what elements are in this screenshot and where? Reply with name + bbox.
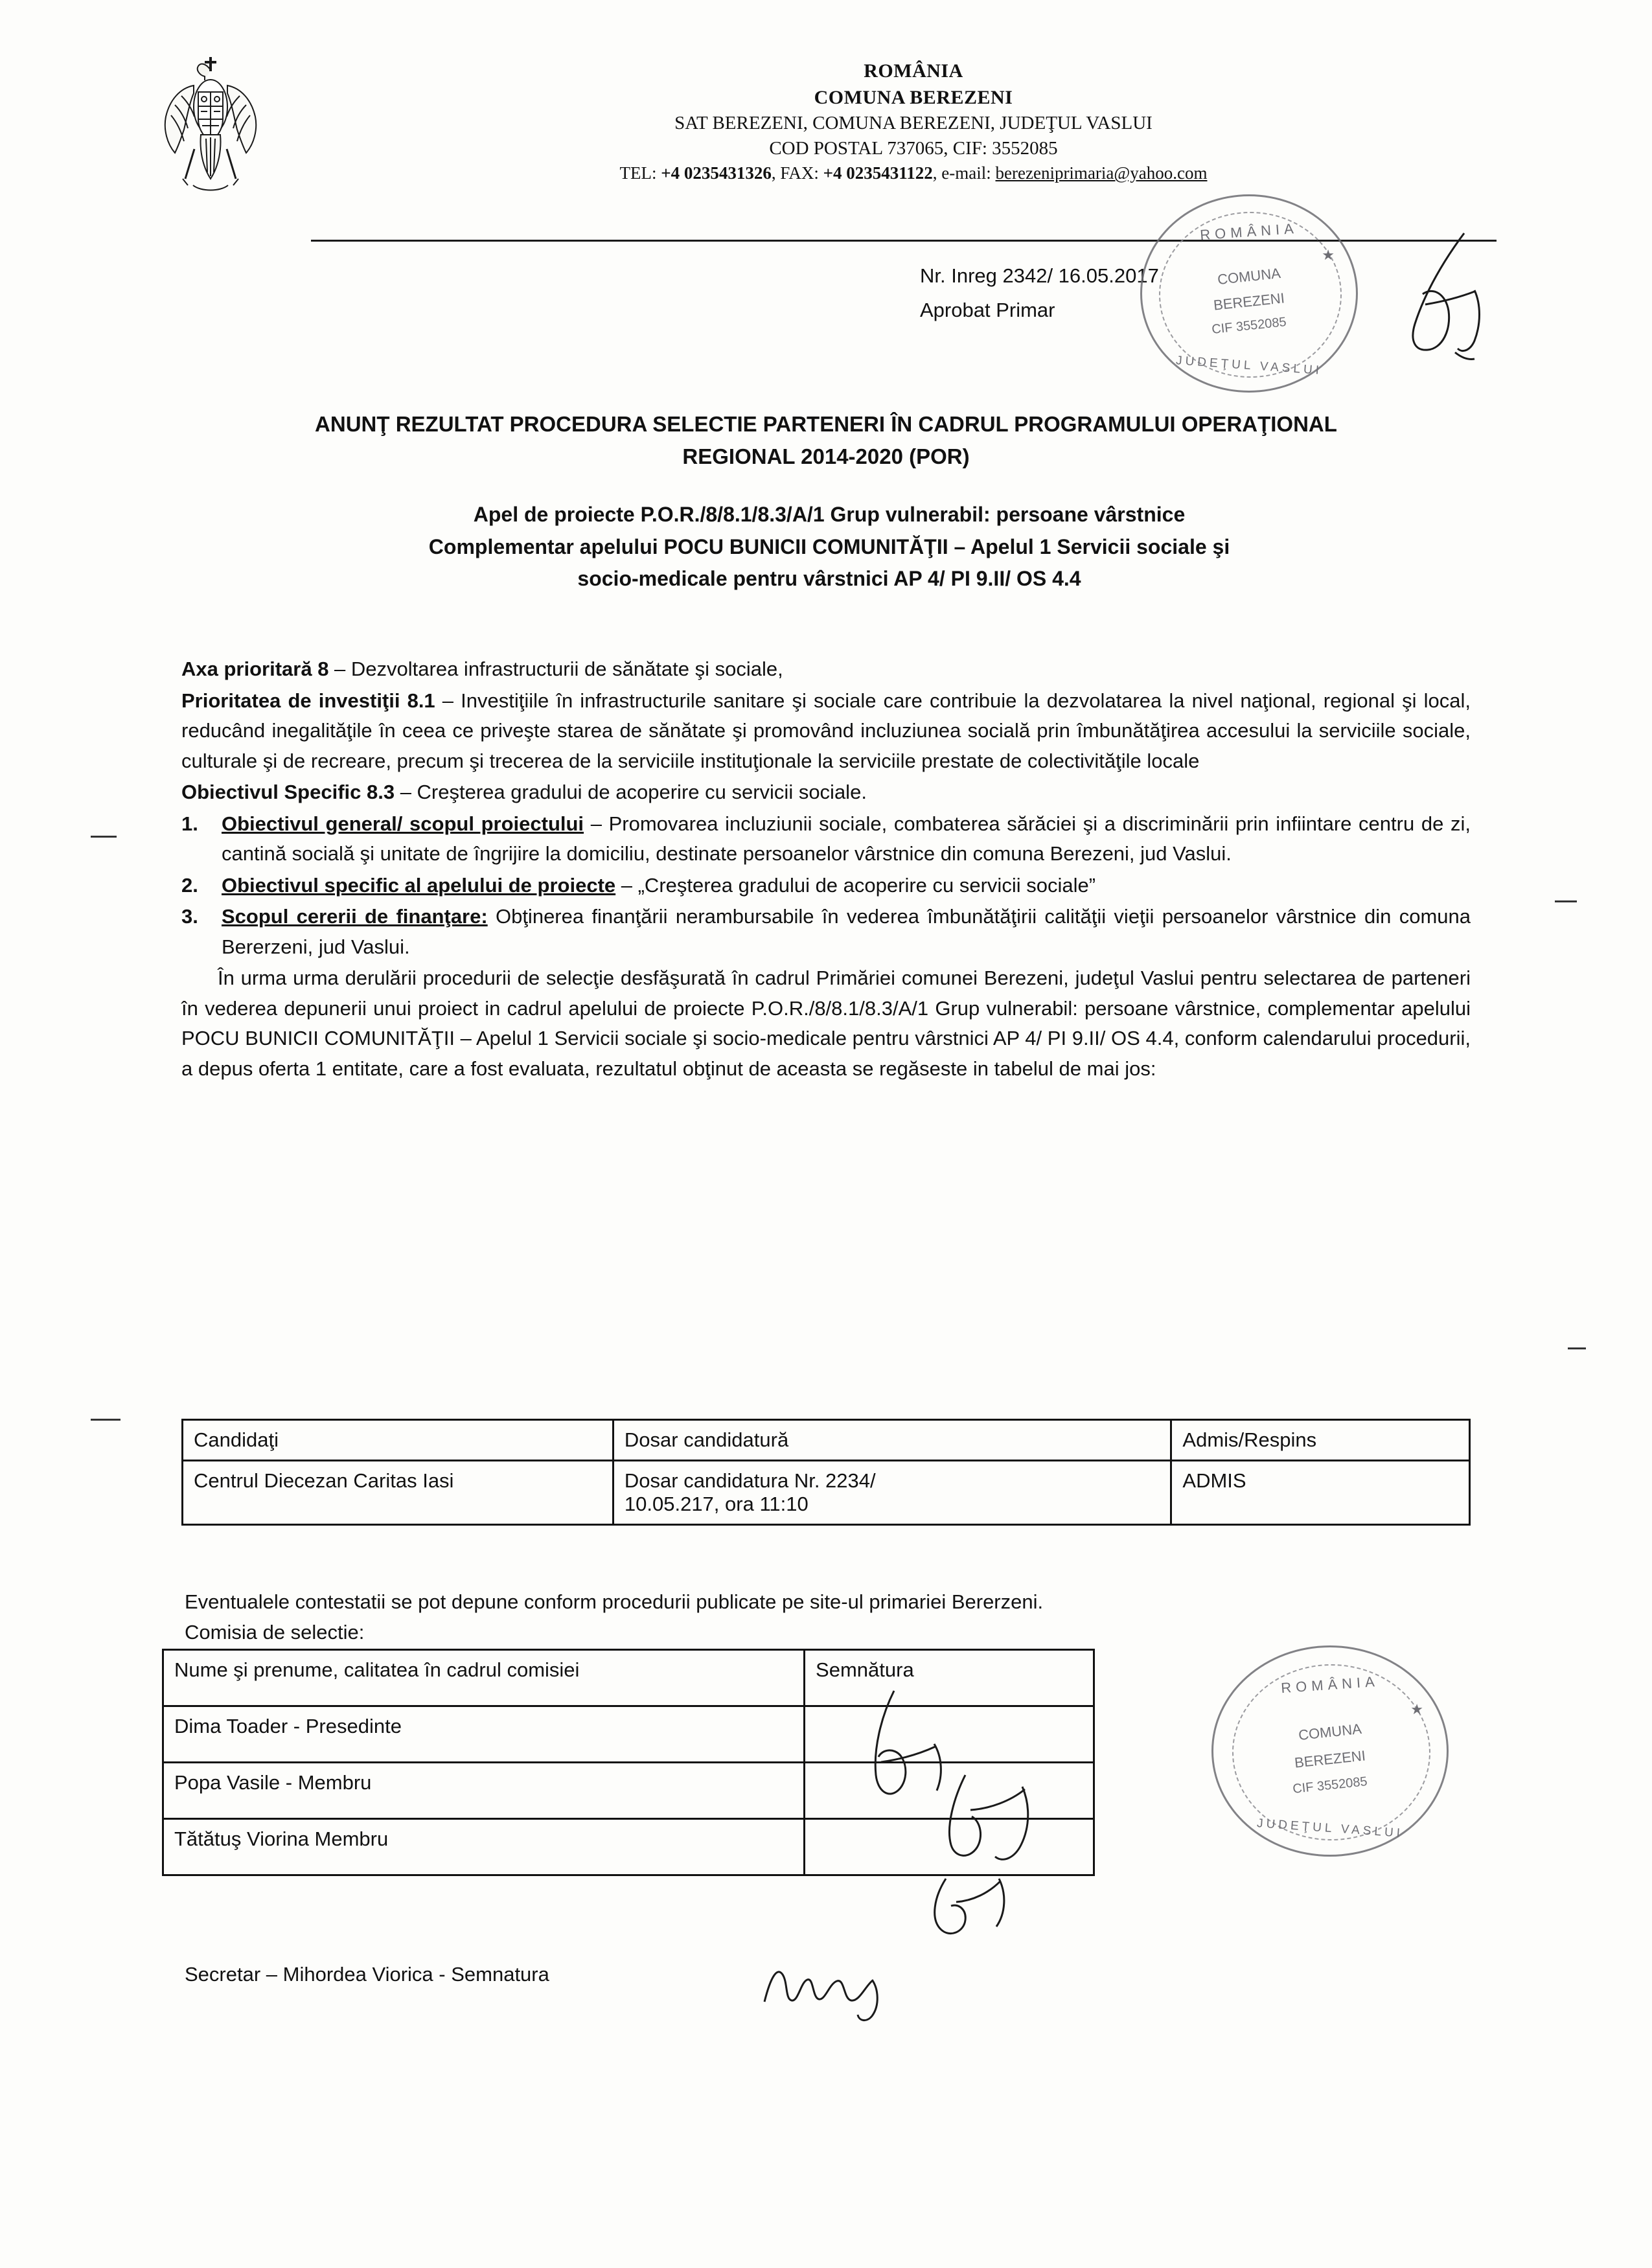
financing-scope-heading: Scopul cererii de finanţare: [222,905,488,928]
header-email-link[interactable]: berezeniprimaria@yahoo.com [995,163,1208,183]
header-postal-cif: COD POSTAL 737065, CIF: 3552085 [769,138,1058,159]
results-header-candidates: Candidaţi [183,1420,614,1461]
stamp-commune-label: COMUNA [1217,264,1281,288]
results-cell-dossier-line2: 10.05.217, ora 11:10 [624,1493,809,1515]
table-header-row [163,1650,1094,1706]
axis-priority-paragraph [181,654,1471,685]
page-subtitle [272,499,1386,595]
margin-tick [1568,1347,1586,1349]
secretary-signature [751,1943,933,2034]
page-subtitle-line1: Apel de proiecte P.O.R./8/8.1/8.3/A/1 Grup vulnerabil: persoane vârstnice [473,503,1186,526]
header-tel-value: +4 0235431326 [661,163,772,183]
list-item [222,809,1471,869]
objective-general-heading: Obiectivul general/ scopul proiectului [222,812,584,835]
financing-scope-text: Obţinerea finanţării nerambursabile în vederea îmbunătăţirii calităţii vieţii persoanelor vârstnice din comuna Bererzeni, jud Vaslui. [222,905,1471,958]
stamp-commune-name: BEREZENI [1293,1747,1366,1771]
stamp-country: ROMÂNIA [1199,220,1299,244]
procedure-summary-paragraph: În urma urma derulării procedurii de selecţie desfăşurată în cadrul Primăriei comunei Berezeni, judeţul Vaslui pentru selectarea de parteneri în vederea depunerii unui proiect in cadrul apelului de proiecte P.O.R./8/8.1/8.3/A/1 Grup vulnerabil: persoane vârstnice, complementar apelului POCU BUNICII COMUNITĂŢII – Apelul 1 Servicii sociale şi socio-medicale pentru vârstnici AP 4/ PI 9.II/ OS 4.4, conform calendarului procedurii, a depus oferta 1 entitate, care a fost evaluata, rezultatul obţinut de aceasta se regăseste in tabelul de mai jos: [181,967,1471,1080]
margin-tick [91,836,117,838]
axis-priority-text: – Dezvoltarea infrastructurii de sănătate şi sociale, [328,658,783,680]
mayor-signature [1348,214,1529,382]
stamp-commune-label: COMUNA [1298,1721,1362,1744]
table-row [163,1706,1094,1763]
header-commune: COMUNA BEREZENI [814,86,1013,108]
margin-tick [91,1419,120,1421]
list-item [222,871,1471,901]
page-title [175,408,1477,472]
page-subtitle-line2: Complementar apelului POCU BUNICII COMUNITĂŢII – Apelul 1 Servicii sociale şi [428,534,1230,558]
results-cell-dossier-line1: Dosar candidatura Nr. 2234/ [624,1469,876,1492]
commission-label: Comisia de selectie: [185,1620,365,1644]
header-contact [363,161,1464,185]
header-authority-block [363,58,1464,185]
commission-member-name: Dima Toader - Presedinte [163,1706,805,1763]
table-row [163,1819,1094,1875]
results-header-status: Admis/Respins [1171,1420,1470,1461]
stamp-commune-name: BEREZENI [1212,290,1285,314]
stamp-cif: CIF 3552085 [1211,315,1287,337]
header-fax-label: , FAX: [771,163,823,183]
approved-by-mayor: Aprobat Primar [920,298,1055,321]
commission-header-signature: Semnătura [805,1650,1094,1706]
header-country: ROMÂNIA [864,60,963,82]
page-title-line1: ANUNŢ REZULTAT PROCEDURA SELECTIE PARTENERI ÎN CADRUL PROGRAMULUI OPERAŢIONAL [315,412,1337,436]
stamp-star-icon: ★ [1410,1701,1423,1718]
specific-objective-label: Obiectivul Specific 8.3 [181,781,395,803]
commission-member-signature [805,1763,1094,1819]
commission-member-name: Tătătuş Viorina Membru [163,1819,805,1875]
table-row [183,1461,1470,1525]
investment-priority-paragraph [181,686,1471,777]
header-email-label: , e-mail: [932,163,996,183]
results-table [181,1419,1471,1526]
results-header-dossier: Dosar candidatură [613,1420,1171,1461]
table-row [163,1763,1094,1819]
stamp-star-icon: ★ [1322,247,1335,263]
margin-tick [1555,900,1577,902]
notes-block [185,1587,1480,1647]
specific-objective-text: – Creşterea gradului de acoperire cu servicii sociale. [395,781,867,803]
list-item [222,902,1471,962]
official-stamp-bottom [1211,1645,1449,1857]
stamp-county: JUDEŢUL VASLUI [1175,354,1323,378]
commission-member-signature [805,1706,1094,1763]
stamp-cif: CIF 3552085 [1292,1774,1368,1796]
secretary-line: Secretar – Mihordea Viorica - Semnatura [185,1963,549,1986]
objective-general-text: – Promovarea incluziunii sociale, combaterea sărăciei şi a discriminării prin infiintare centru de zi, cantină socială şi unitate de îngrijire la domiciliu, destinate persoanelor vârstnice din comuna Berezeni, jud Vaslui. [222,812,1471,865]
header-tel-label: TEL: [619,163,661,183]
header-address: SAT BEREZENI, COMUNA BEREZENI, JUDEŢUL VASLUI [674,113,1153,133]
document-body [181,654,1471,1085]
stamp-country: ROMÂNIA [1280,1673,1380,1697]
commission-header-name: Nume şi prenume, calitatea în cadrul comisiei [163,1650,805,1706]
contestations-note: Eventualele contestatii se pot depune conform procedurii publicate pe site-ul primariei Bererzeni. [185,1590,1044,1613]
romanian-coat-of-arms-icon [155,52,266,214]
investment-priority-text: – Investiţiile în infrastructurile sanitare şi sociale care contribuie la dezvolatarea la nivel naţional, regional şi local, reducând inegalităţile în ceea ce priveşte starea de sănătate şi promovând incluziunea socială prin îmbunătăţirea accesului la serviciile sociale, culturale şi de recreare, precum şi trecerea de la serviciile instituţionale la serviciile prestate de colectivităţile locale [181,689,1471,772]
table-header-row [183,1420,1470,1461]
results-cell-candidate: Centrul Diecezan Caritas Iasi [183,1461,614,1525]
results-cell-dossier [613,1461,1171,1525]
commission-table [162,1649,1095,1876]
objectives-list [181,809,1471,963]
objective-specific-text: – „Creşterea gradului de acoperire cu servicii sociale” [615,873,1096,897]
header-fax-value: +4 0235431122 [823,163,933,183]
commission-member-name: Popa Vasile - Membru [163,1763,805,1819]
commission-member-signature [805,1819,1094,1875]
registration-number: Nr. Inreg 2342/ 16.05.2017 [920,264,1159,287]
axis-priority-label: Axa prioritară 8 [181,658,329,680]
results-cell-status: ADMIS [1171,1461,1470,1525]
page-subtitle-line3: socio-medicale pentru vârstnici AP 4/ PI 9.II/ OS 4.4 [577,567,1081,591]
document-header [0,45,1652,220]
page-title-line2: REGIONAL 2014-2020 (POR) [682,444,970,468]
investment-priority-label: Prioritatea de investiţii 8.1 [181,689,435,712]
objective-specific-heading: Obiectivul specific al apelului de proiecte [222,873,616,897]
specific-objective-paragraph [181,777,1471,808]
stamp-county: JUDEŢUL VASLUI [1256,1816,1404,1841]
official-stamp-top [1140,194,1358,393]
